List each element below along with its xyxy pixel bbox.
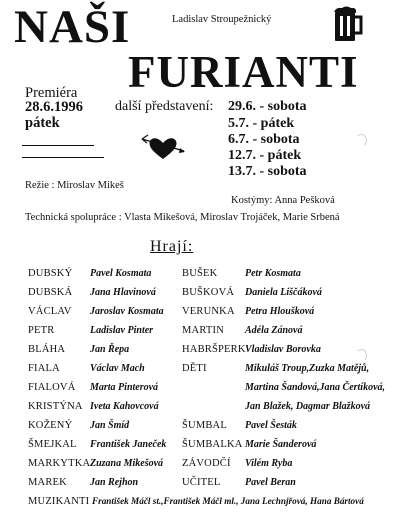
role-name: KOŽENÝ — [28, 420, 73, 431]
actor-name: Jaroslav Kosmata — [90, 306, 164, 317]
actor-name: Pavel Kosmata — [90, 268, 152, 279]
role-name: MARKYTKA — [28, 458, 91, 469]
actor-name: Martina Šandová,Jana Čertíková, — [245, 382, 386, 393]
technical-credit: Technická spolupráce : Vlasta Mikešová, Miroslav Trojáček, Marie Srbená — [25, 212, 340, 223]
actor-name: Marie Šanderová — [245, 439, 317, 450]
costumes-credit: Kostýmy: Anna Pešková — [231, 195, 335, 206]
actor-name: Václav Mach — [90, 363, 145, 374]
actor-name: Jan Rejhon — [90, 477, 139, 488]
performance-date: 29.6. - sobota — [228, 99, 307, 114]
actor-name: Pavel Beran — [245, 477, 296, 488]
role-name: VÁCLAV — [28, 306, 72, 317]
role-name: BUŠEK — [182, 268, 218, 279]
director-credit: Režie : Miroslav Mikeš — [25, 180, 124, 191]
role-name: DUBSKÁ — [28, 287, 73, 298]
beer-mug-icon — [330, 4, 364, 44]
role-name: MARTIN — [182, 325, 224, 336]
divider-line — [22, 145, 94, 146]
role-name: VERUNKA — [182, 306, 235, 317]
actor-name: Vladislav Borovka — [245, 344, 321, 355]
actor-name: Vilém Ryba — [245, 458, 293, 469]
role-name: MAREK — [28, 477, 67, 488]
cast-heading: Hrají: — [150, 238, 194, 255]
actor-name: Jana Hlavinová — [90, 287, 156, 298]
role-name: ZÁVODČÍ — [182, 458, 231, 469]
title-line-1: NAŠI — [14, 1, 131, 53]
role-name: ŠUMBAL — [182, 420, 227, 431]
role-name: DUBSKÝ — [28, 268, 73, 279]
role-name: ŠMEJKAL — [28, 439, 77, 450]
actor-name: Marta Pinterová — [90, 382, 159, 393]
role-name: KRISTÝNA — [28, 401, 83, 412]
actor-name: František Janeček — [90, 439, 167, 450]
premiere-date: 28.6.1996 — [25, 99, 83, 115]
performance-date: 6.7. - sobota — [228, 132, 300, 147]
heart-arrow-icon — [140, 133, 186, 161]
actor-name: Daniela Liščáková — [245, 287, 322, 298]
role-name: UČITEL — [182, 477, 221, 488]
role-name: HABRŠPERK — [182, 344, 246, 355]
actor-name: Pavel Šesták — [245, 420, 297, 431]
actor-name: Adéla Zánová — [245, 325, 303, 336]
actor-name: Zuzana Mikešová — [90, 458, 164, 469]
premiere-day: pátek — [25, 115, 60, 131]
role-name: DĚTI — [182, 363, 207, 374]
title-line-2: FURIANTI — [128, 47, 359, 97]
performance-date: 5.7. - pátek — [228, 116, 295, 131]
performance-date: 13.7. - sobota — [228, 164, 307, 179]
next-performances-label: další představení: — [115, 99, 214, 114]
role-name: MUZIKANTI — [28, 496, 90, 507]
premiere-label: Premiéra — [25, 85, 78, 101]
role-name: PETR — [28, 325, 55, 336]
actor-name: Jan Blažek, Dagmar Blažková — [245, 401, 371, 412]
actor-name: Petr Kosmata — [245, 268, 301, 279]
actor-name: František Máčl st.,František Máčl ml., Jana Lechnjřová, Hana Bártová — [92, 496, 364, 506]
actor-name: Mikuláš Troup,Zuzka Matějů, — [245, 363, 370, 374]
actor-name: Iveta Kahovcová — [90, 401, 159, 412]
role-name: FIALOVÁ — [28, 382, 76, 393]
divider-line — [22, 157, 104, 158]
actor-name: Ladislav Pinter — [90, 325, 154, 336]
author-name: Ladislav Stroupežnický — [172, 14, 272, 25]
role-name: FIALA — [28, 363, 60, 374]
actor-name: Petra Hloušková — [245, 306, 315, 317]
punch-hole-mark — [356, 134, 367, 147]
role-name: ŠUMBALKA — [182, 439, 243, 450]
role-name: BLÁHA — [28, 344, 66, 355]
punch-hole-mark — [356, 349, 367, 362]
role-name: BUŠKOVÁ — [182, 287, 235, 298]
actor-name: Jan Šmíd — [90, 420, 130, 431]
actor-name: Jan Řepa — [90, 344, 130, 355]
performance-date: 12.7. - pátek — [228, 148, 302, 163]
